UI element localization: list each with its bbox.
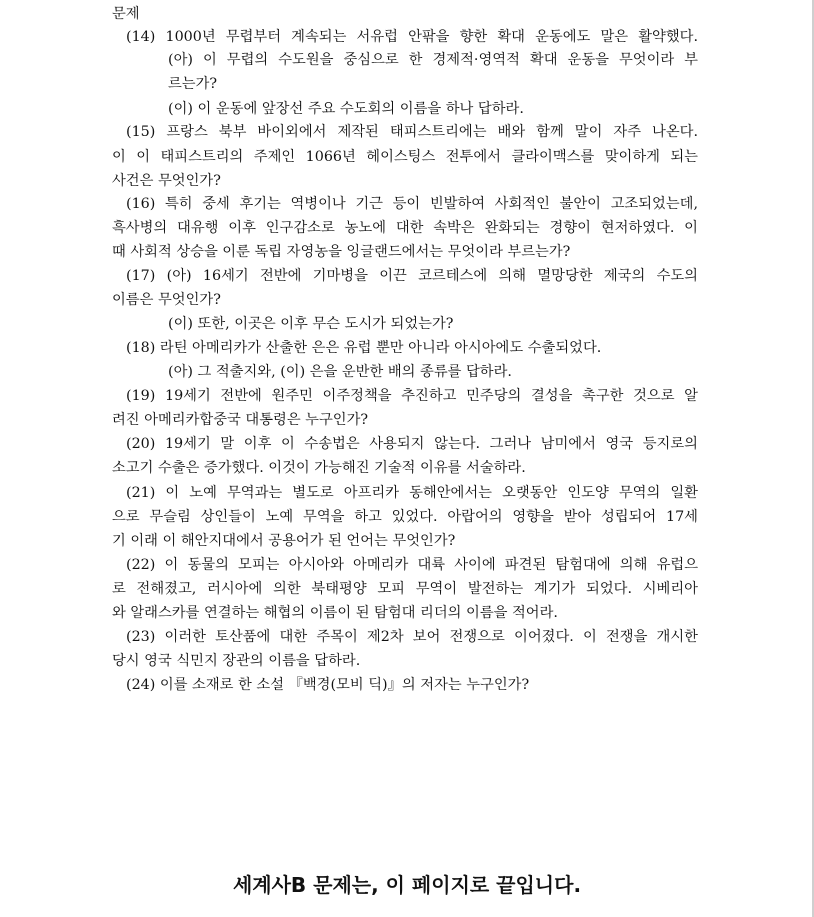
question-15: (15) 프랑스 북부 바이외에서 제작된 태피스트리에는 배와 함께 말이 자주 나온다. <box>126 124 698 140</box>
page-end-notice: 세계사B 문제는, 이 페이지로 끝입니다. <box>232 873 582 897</box>
text-line: 려진 아메리카합중국 대통령은 누구인가? <box>112 412 369 428</box>
text-line: 기 이래 이 해안지대에서 공용어가 된 언어는 무엇인가? <box>112 533 456 549</box>
question-24: (24) 이를 소재로 한 소설 『백경(모비 딕)』의 저자는 누구인가? <box>126 677 530 693</box>
text-line: 때 사회적 상승을 이룬 독립 자영농을 잉글랜드에서는 무엇이라 부르는가? <box>112 244 571 260</box>
question-14-a: (아) 이 무렵의 수도원을 중심으로 한 경제적·영역적 확대 운동을 무엇이라 부 <box>168 52 698 68</box>
question-22: (22) 이 동물의 모피는 아시아와 아메리카 대륙 사이에 파견된 탐험대에 의해 유럽으 <box>126 557 698 573</box>
question-18: (18) 라틴 아메리카가 산출한 은은 유럽 뿐만 아니라 아시아에도 수출되었다. <box>126 340 602 356</box>
question-17-b: (이) 또한, 이곳은 이후 무슨 도시가 되었는가? <box>168 316 454 332</box>
text-line: 당시 영국 식민지 장관의 이름을 답하라. <box>112 653 361 669</box>
question-16: (16) 특히 중세 후기는 역병이나 기근 등이 빈발하여 사회적인 불안이 고조되었는데, <box>126 196 698 212</box>
question-17: (17) (아) 16세기 전반에 기마병을 이끈 코르테스에 의해 멸망당한 제국의 수도의 <box>126 268 698 284</box>
text-line: 르는가? <box>168 76 218 92</box>
text-line: 사건은 무엇인가? <box>112 173 221 189</box>
text-line: 문제 <box>112 6 140 22</box>
text-line: 흑사병의 대유행 이후 인구감소로 농노에 대한 속박은 완화되는 경향이 현저하였다. 이 <box>112 220 698 236</box>
text-line: 이름은 무엇인가? <box>112 292 221 308</box>
question-20: (20) 19세기 말 이후 이 수송법은 사용되지 않는다. 그러나 남미에서 영국 등지로의 <box>126 436 698 452</box>
question-14-b: (이) 이 운동에 앞장선 주요 수도회의 이름을 하나 답하라. <box>168 101 524 117</box>
question-21: (21) 이 노예 무역과는 별도로 아프리카 동해안에서는 오랫동안 인도양 무역의 일환 <box>126 485 698 501</box>
question-19: (19) 19세기 전반에 원주민 이주정책을 추진하고 민주당의 결성을 촉구한 것으로 알 <box>126 388 698 404</box>
text-line: 으로 무슬림 상인들이 노예 무역을 하고 있었다. 아랍어의 영향을 받아 성립되어 17세 <box>112 509 698 525</box>
text-line: 로 전해졌고, 러시아에 의한 북태평양 모피 무역이 발전하는 계기가 되었다. 시베리아 <box>112 581 698 597</box>
question-14: (14) 1000년 무렵부터 계속되는 서유럽 안팎을 향한 확대 운동에도 말은 활약했다. <box>126 29 698 45</box>
text-line: 소고기 수출은 증가했다. 이것이 가능해진 기술적 이유를 서술하라. <box>112 460 526 476</box>
question-18-a: (아) 그 적출지와, (이) 은을 운반한 배의 종류를 답하라. <box>168 364 512 380</box>
text-line: 이 이 태피스트리의 주제인 1066년 헤이스팅스 전투에서 클라이맥스를 맞이하게 되는 <box>112 149 698 165</box>
question-23: (23) 이러한 토산품에 대한 주목이 제2차 보어 전쟁으로 이어졌다. 이 전쟁을 개시한 <box>126 629 698 645</box>
text-line: 와 알래스카를 연결하는 해협의 이름이 된 탐험대 리더의 이름을 적어라. <box>112 605 558 621</box>
